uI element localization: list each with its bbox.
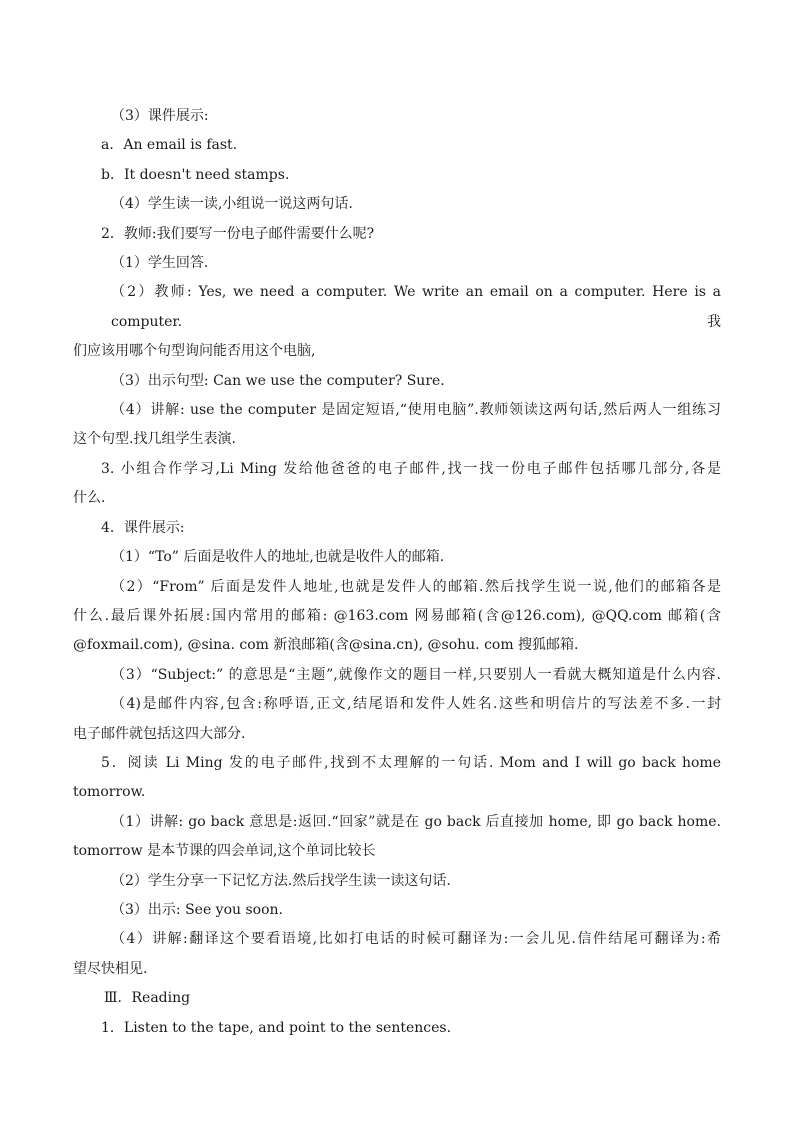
text-line: 1．Listen to the tape, and point to the sentences. — [101, 1019, 452, 1036]
text-line: （4）学生读一读,小组说一说这两句话. — [111, 196, 353, 213]
text-line: 3. 小组合作学习,Li Ming 发给他爸爸的电子邮件,找一找一份电子邮件包括哪几部分,各是 — [101, 460, 721, 477]
text-line: b．It doesn't need stamps. — [101, 166, 290, 183]
text-line: （3）课件展示: — [111, 108, 209, 124]
text-line: 什么.最后课外拓展:国内常用的邮箱: @163.com 网易邮箱(含@126.com), @QQ.com 邮箱(含 — [73, 607, 721, 624]
text-line: Ⅲ．Reading — [104, 990, 191, 1007]
document-body — [73, 102, 721, 1043]
text-line: （1）讲解: go back 意思是:返回.“回家”就是在 go back 后直接加 home, 即 go back home. — [111, 813, 721, 830]
text-line: （1）“To” 后面是收件人的地址,也就是收件人的邮箱. — [111, 549, 445, 566]
text-line: 这个句型.找几组学生表演. — [73, 431, 236, 448]
text-line: 什么. — [73, 490, 106, 507]
text-line: tomorrow 是本节课的四会单词,这个单词比较长 — [73, 843, 376, 860]
text-line: （2）教师: Yes, we need a computer. We write an email on a computer. Here is a computer. 我 — [111, 284, 721, 330]
text-line: tomorrow. — [73, 784, 146, 801]
text-line: （4）讲解:翻译这个要看语境,比如打电话的时候可翻译为:一会儿见.信件结尾可翻译为:希 — [111, 931, 721, 948]
text-line: （2）“From” 后面是发件人地址,也就是发件人的邮箱.然后找学生说一说,他们的邮箱各是 — [111, 578, 721, 595]
text-line: 电子邮件就包括这四大部分. — [73, 725, 246, 742]
text-line: （3）出示句型: Can we use the computer? Sure. — [111, 372, 445, 389]
text-line: a．An email is fast. — [101, 137, 238, 154]
text-line: （3）“Subject:” 的意思是“主题”,就像作文的题目一样,只要别人一看就大概知道是什么内容. — [111, 666, 721, 683]
text-line: （4)是邮件内容,包含:称呼语,正文,结尾语和发件人姓名.这些和明信片的写法差不多.一封 — [111, 696, 721, 713]
text-line: 4．课件展示: — [101, 519, 185, 536]
text-line: 2．教师:我们要写一份电子邮件需要什么呢? — [101, 225, 375, 242]
text-line: （2）学生分享一下记忆方法.然后找学生读一读这句话. — [111, 872, 451, 889]
text-line: @foxmail.com), @sina. com 新浪邮箱(含@sina.cn), @sohu. com 搜狐邮箱. — [73, 637, 579, 654]
text-line: 们应该用哪个句型询问能否用这个电脑, — [73, 343, 316, 360]
text-line: （4）讲解: use the computer 是固定短语,“使用电脑”.教师领读这两句话,然后两人一组练习 — [111, 402, 721, 419]
text-line: 望尽快相见. — [73, 960, 148, 977]
text-line: （3）出示: See you soon. — [111, 901, 283, 918]
text-line: （1）学生回答. — [111, 255, 209, 272]
text-line: 5．阅读 Li Ming 发的电子邮件,找到不太理解的一句话. Mom and I will go back home — [101, 754, 721, 771]
